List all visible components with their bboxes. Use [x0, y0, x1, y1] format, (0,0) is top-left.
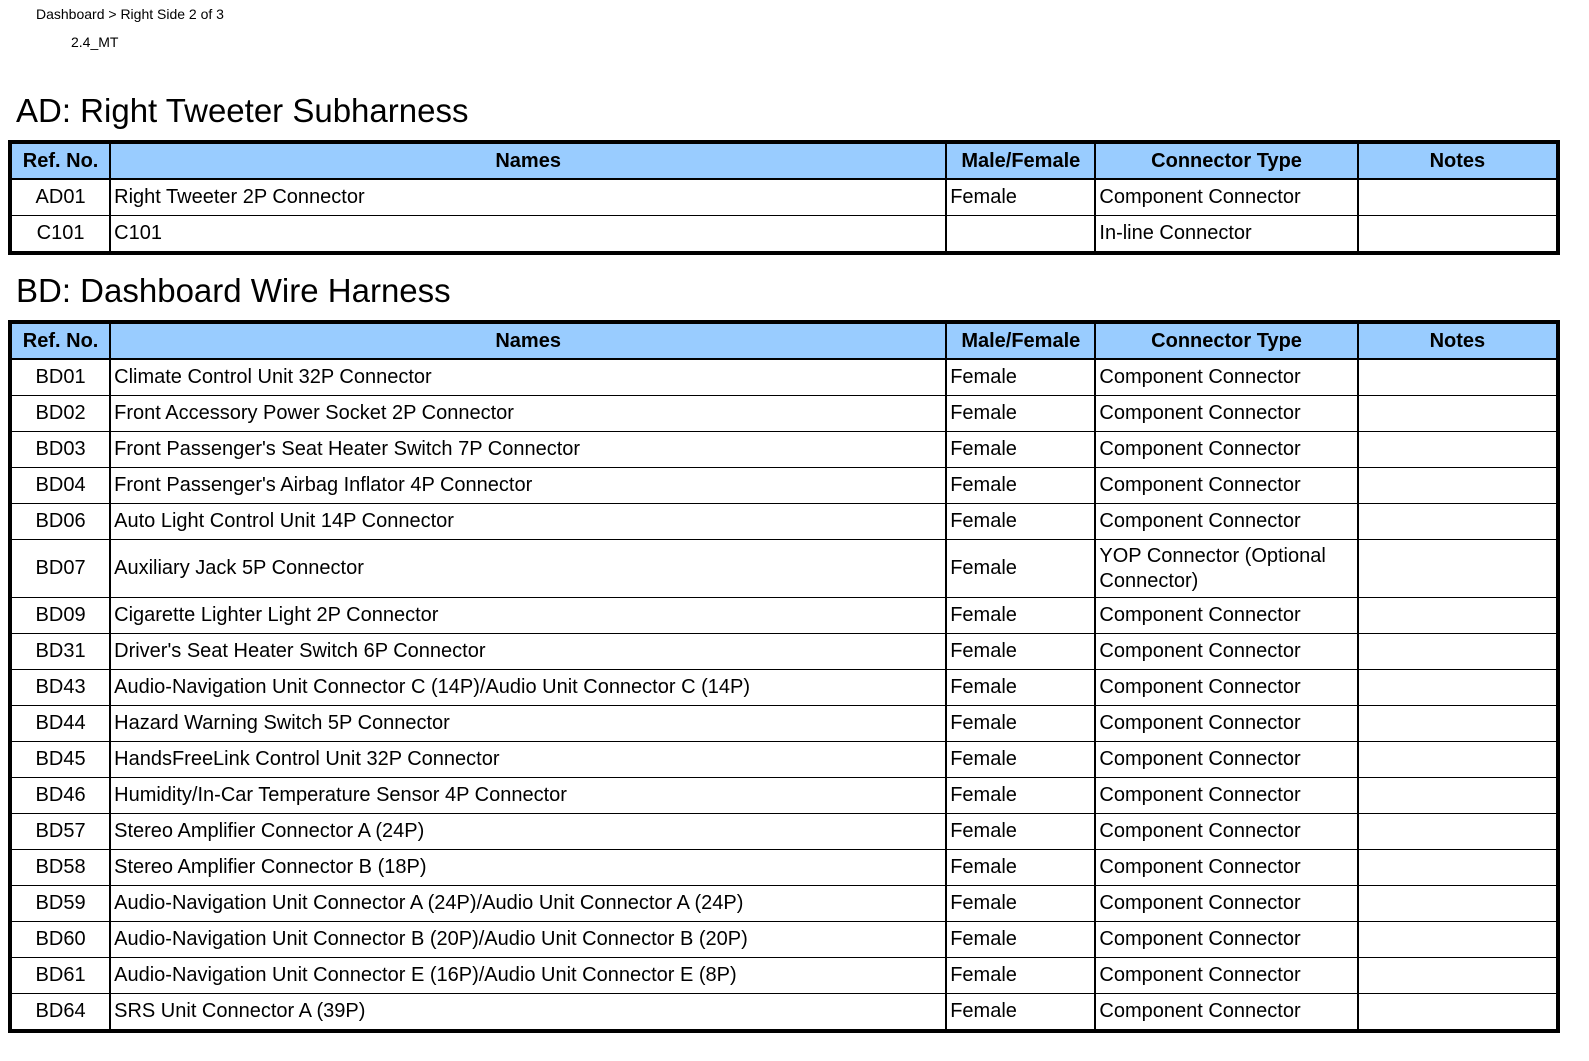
table-header-row: [10, 142, 1558, 179]
cell-connector-type: YOP Connector (Optional Connector): [1095, 540, 1357, 598]
table-header-row: [10, 322, 1558, 359]
cell-notes: [1358, 994, 1558, 1032]
cell-ref: BD09: [10, 598, 110, 634]
table-row: [10, 179, 1558, 216]
cell-connector-type: Component Connector: [1095, 742, 1357, 778]
cell-notes: [1358, 958, 1558, 994]
cell-connector-type: Component Connector: [1095, 958, 1357, 994]
cell-male-female: [946, 216, 1095, 254]
cell-ref: BD59: [10, 886, 110, 922]
table-row: [10, 742, 1558, 778]
cell-notes: [1358, 598, 1558, 634]
cell-notes: [1358, 432, 1558, 468]
cell-male-female: Female: [946, 468, 1095, 504]
cell-name: C101: [110, 216, 946, 254]
cell-connector-type: Component Connector: [1095, 994, 1357, 1032]
cell-notes: [1358, 216, 1558, 254]
cell-ref: BD04: [10, 468, 110, 504]
cell-ref: BD57: [10, 814, 110, 850]
cell-male-female: Female: [946, 958, 1095, 994]
section-title-bd: BD: Dashboard Wire Harness: [16, 272, 451, 309]
column-header-connector-type: Connector Type: [1095, 322, 1357, 359]
cell-male-female: Female: [946, 886, 1095, 922]
cell-male-female: Female: [946, 922, 1095, 958]
table-row: [10, 850, 1558, 886]
cell-ref: BD02: [10, 396, 110, 432]
table-row: [10, 432, 1558, 468]
cell-notes: [1358, 504, 1558, 540]
table-row: [10, 886, 1558, 922]
column-header-male-female: Male/Female: [946, 322, 1095, 359]
cell-male-female: Female: [946, 540, 1095, 598]
table-row: [10, 814, 1558, 850]
cell-ref: BD60: [10, 922, 110, 958]
column-header-names: Names: [110, 322, 946, 359]
column-header-names: Names: [110, 142, 946, 179]
column-header-ref: Ref. No.: [10, 142, 110, 179]
cell-male-female: Female: [946, 994, 1095, 1032]
cell-male-female: Female: [946, 706, 1095, 742]
breadcrumb: Dashboard > Right Side 2 of 3: [36, 6, 224, 22]
cell-connector-type: In-line Connector: [1095, 216, 1357, 254]
cell-ref: BD61: [10, 958, 110, 994]
table-row: [10, 634, 1558, 670]
table-row: [10, 922, 1558, 958]
table-row: [10, 468, 1558, 504]
cell-male-female: Female: [946, 850, 1095, 886]
cell-connector-type: Component Connector: [1095, 432, 1357, 468]
cell-male-female: Female: [946, 670, 1095, 706]
cell-connector-type: Component Connector: [1095, 778, 1357, 814]
cell-notes: [1358, 634, 1558, 670]
cell-name: Audio-Navigation Unit Connector C (14P)/Audio Unit Connector C (14P): [110, 670, 946, 706]
cell-male-female: Female: [946, 396, 1095, 432]
cell-notes: [1358, 742, 1558, 778]
cell-name: HandsFreeLink Control Unit 32P Connector: [110, 742, 946, 778]
table-row: [10, 396, 1558, 432]
table-row: [10, 778, 1558, 814]
cell-name: Stereo Amplifier Connector B (18P): [110, 850, 946, 886]
cell-male-female: Female: [946, 432, 1095, 468]
cell-notes: [1358, 396, 1558, 432]
cell-male-female: Female: [946, 504, 1095, 540]
cell-connector-type: Component Connector: [1095, 468, 1357, 504]
cell-ref: BD03: [10, 432, 110, 468]
cell-ref: BD44: [10, 706, 110, 742]
cell-connector-type: Component Connector: [1095, 396, 1357, 432]
cell-connector-type: Component Connector: [1095, 850, 1357, 886]
cell-ref: BD58: [10, 850, 110, 886]
cell-notes: [1358, 179, 1558, 216]
cell-notes: [1358, 778, 1558, 814]
cell-ref: BD06: [10, 504, 110, 540]
column-header-male-female: Male/Female: [946, 142, 1095, 179]
cell-connector-type: Component Connector: [1095, 814, 1357, 850]
cell-ref: C101: [10, 216, 110, 254]
cell-name: Auxiliary Jack 5P Connector: [110, 540, 946, 598]
cell-male-female: Female: [946, 634, 1095, 670]
table-row: [10, 540, 1558, 598]
cell-notes: [1358, 468, 1558, 504]
cell-name: Audio-Navigation Unit Connector A (24P)/Audio Unit Connector A (24P): [110, 886, 946, 922]
cell-name: Climate Control Unit 32P Connector: [110, 359, 946, 396]
cell-connector-type: Component Connector: [1095, 670, 1357, 706]
cell-connector-type: Component Connector: [1095, 359, 1357, 396]
table-row: [10, 359, 1558, 396]
cell-male-female: Female: [946, 814, 1095, 850]
column-header-notes: Notes: [1358, 322, 1558, 359]
cell-name: Right Tweeter 2P Connector: [110, 179, 946, 216]
cell-connector-type: Component Connector: [1095, 598, 1357, 634]
cell-name: Audio-Navigation Unit Connector B (20P)/Audio Unit Connector B (20P): [110, 922, 946, 958]
cell-connector-type: Component Connector: [1095, 922, 1357, 958]
cell-connector-type: Component Connector: [1095, 179, 1357, 216]
cell-ref: BD64: [10, 994, 110, 1032]
cell-name: Cigarette Lighter Light 2P Connector: [110, 598, 946, 634]
cell-notes: [1358, 850, 1558, 886]
cell-ref: BD31: [10, 634, 110, 670]
column-header-ref: Ref. No.: [10, 322, 110, 359]
table-row: [10, 994, 1558, 1032]
cell-notes: [1358, 814, 1558, 850]
cell-name: Front Passenger's Seat Heater Switch 7P Connector: [110, 432, 946, 468]
cell-ref: AD01: [10, 179, 110, 216]
table-row: [10, 504, 1558, 540]
cell-male-female: Female: [946, 778, 1095, 814]
cell-notes: [1358, 670, 1558, 706]
cell-notes: [1358, 359, 1558, 396]
table-row: [10, 958, 1558, 994]
page-subtitle: 2.4_MT: [71, 34, 119, 50]
column-header-connector-type: Connector Type: [1095, 142, 1357, 179]
cell-ref: BD46: [10, 778, 110, 814]
cell-connector-type: Component Connector: [1095, 706, 1357, 742]
cell-notes: [1358, 886, 1558, 922]
cell-notes: [1358, 706, 1558, 742]
connector-table-bd: [8, 320, 1560, 1033]
cell-ref: BD07: [10, 540, 110, 598]
column-header-notes: Notes: [1358, 142, 1558, 179]
cell-connector-type: Component Connector: [1095, 504, 1357, 540]
cell-name: Front Accessory Power Socket 2P Connector: [110, 396, 946, 432]
connector-table-ad: [8, 140, 1560, 255]
section-title-ad: AD: Right Tweeter Subharness: [16, 92, 469, 129]
table-row: [10, 706, 1558, 742]
cell-name: Audio-Navigation Unit Connector E (16P)/Audio Unit Connector E (8P): [110, 958, 946, 994]
cell-name: SRS Unit Connector A (39P): [110, 994, 946, 1032]
cell-male-female: Female: [946, 742, 1095, 778]
cell-ref: BD43: [10, 670, 110, 706]
cell-connector-type: Component Connector: [1095, 634, 1357, 670]
cell-name: Auto Light Control Unit 14P Connector: [110, 504, 946, 540]
cell-name: Driver's Seat Heater Switch 6P Connector: [110, 634, 946, 670]
cell-notes: [1358, 540, 1558, 598]
cell-name: Stereo Amplifier Connector A (24P): [110, 814, 946, 850]
cell-male-female: Female: [946, 359, 1095, 396]
cell-connector-type: Component Connector: [1095, 886, 1357, 922]
cell-male-female: Female: [946, 598, 1095, 634]
cell-ref: BD01: [10, 359, 110, 396]
cell-male-female: Female: [946, 179, 1095, 216]
cell-notes: [1358, 922, 1558, 958]
cell-name: Humidity/In-Car Temperature Sensor 4P Connector: [110, 778, 946, 814]
table-row: [10, 216, 1558, 254]
cell-name: Front Passenger's Airbag Inflator 4P Connector: [110, 468, 946, 504]
cell-name: Hazard Warning Switch 5P Connector: [110, 706, 946, 742]
cell-ref: BD45: [10, 742, 110, 778]
table-row: [10, 670, 1558, 706]
table-row: [10, 598, 1558, 634]
